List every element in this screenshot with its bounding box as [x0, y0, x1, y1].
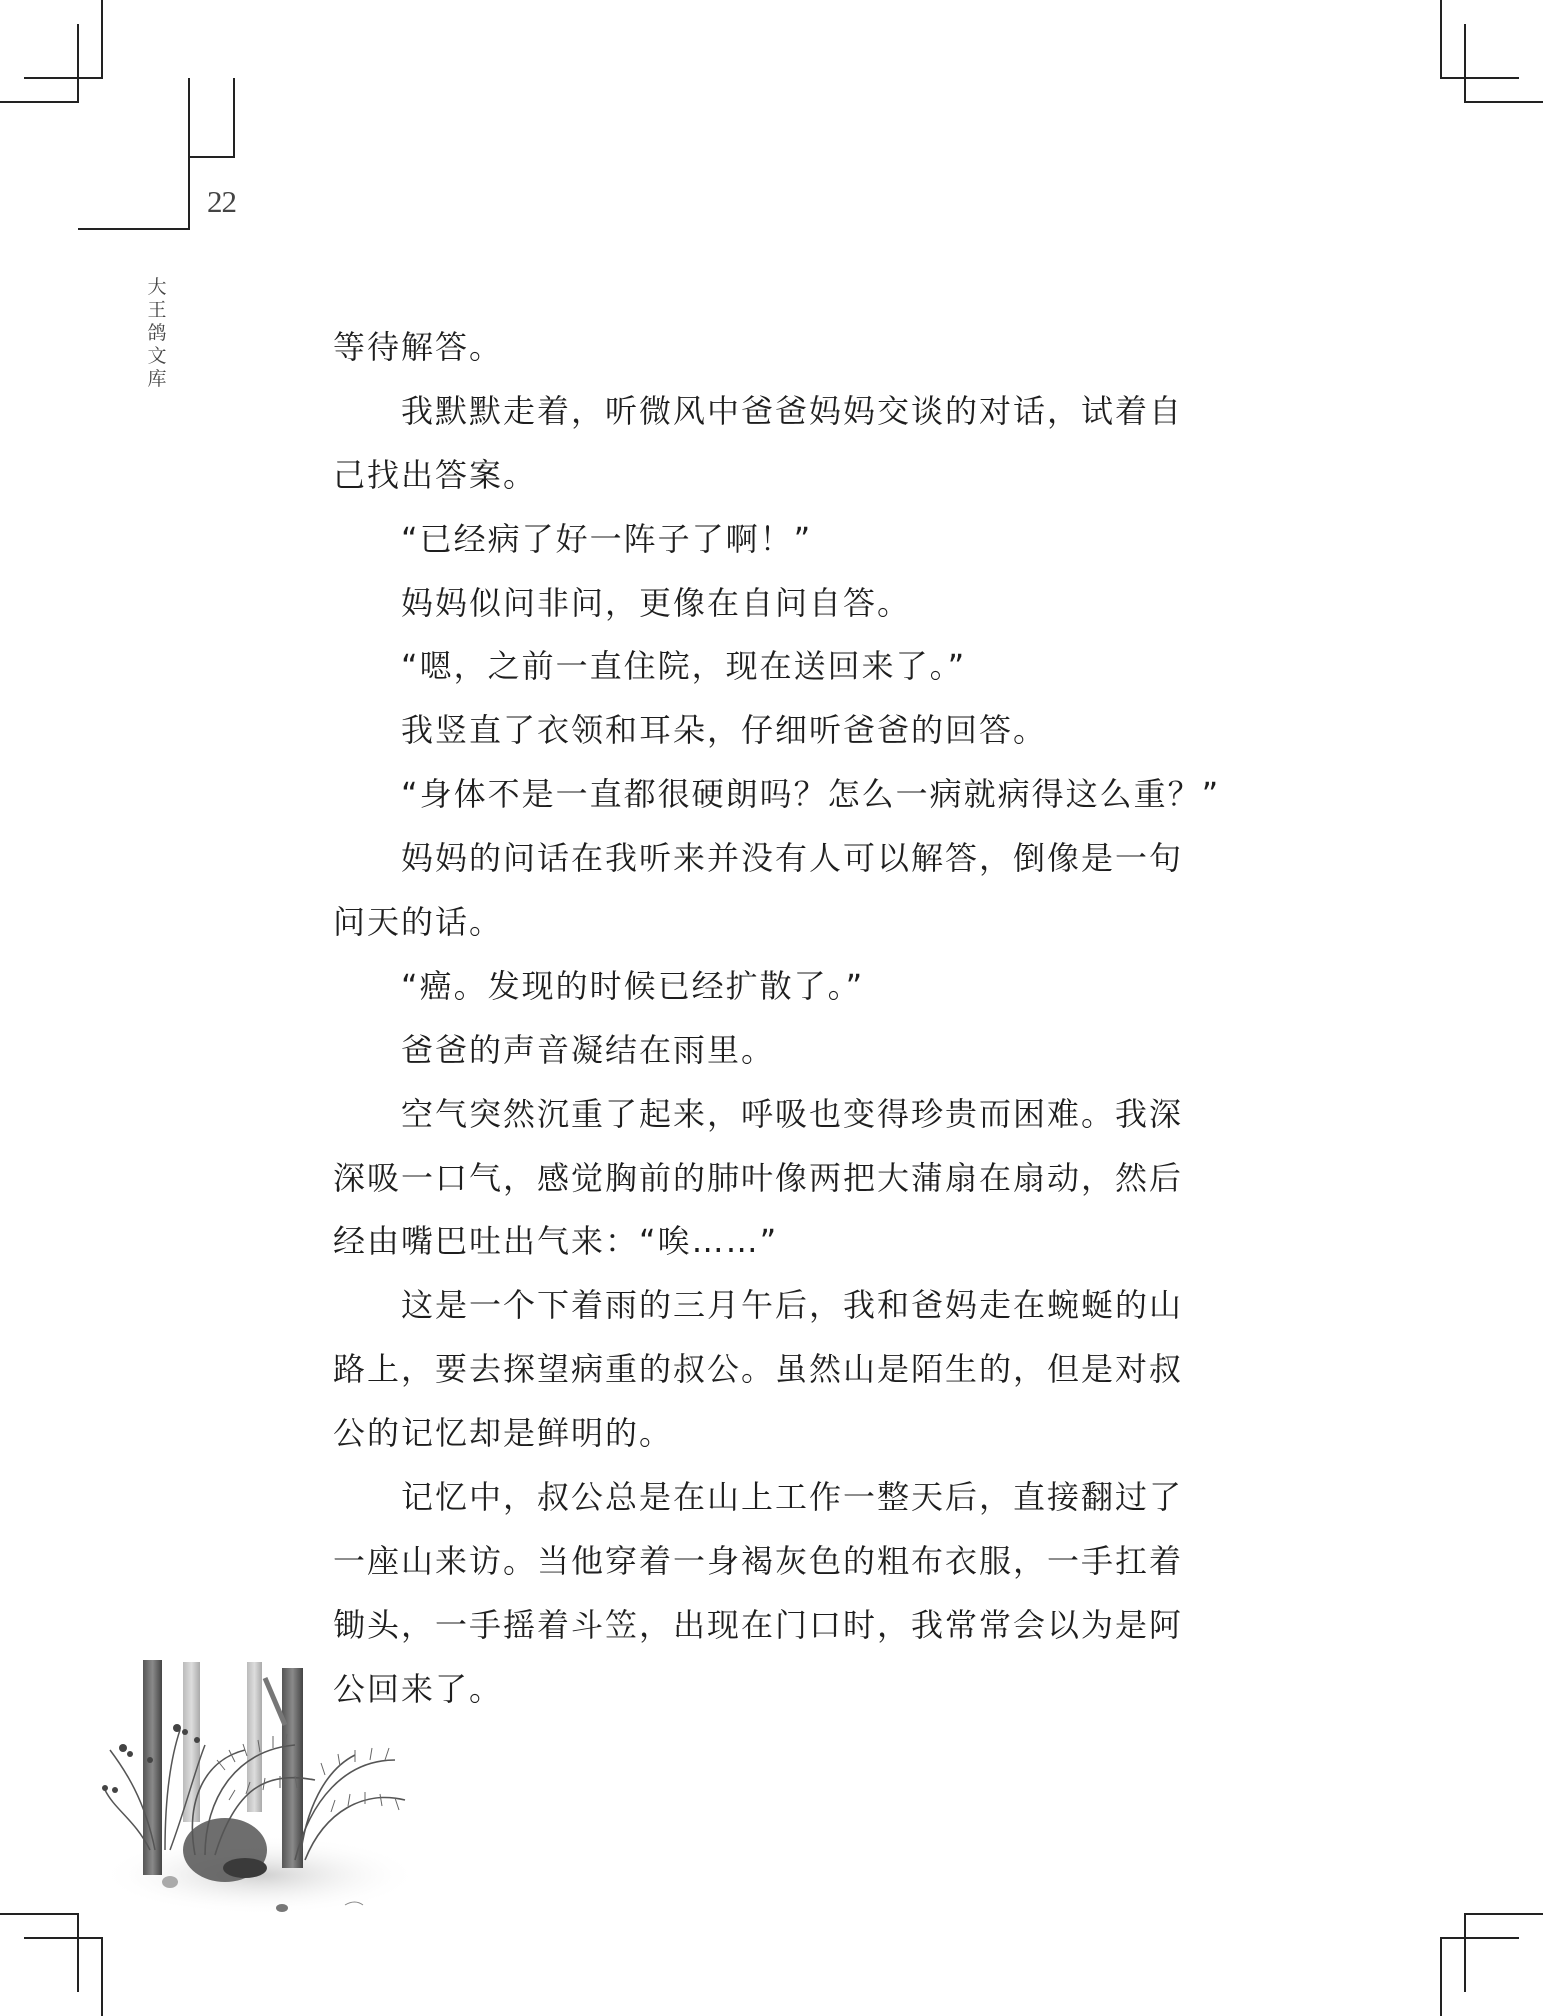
text-line: 这是一个下着雨的三月午后，我和爸妈走在蜿蜒的山: [401, 1286, 1184, 1325]
text-line: 一座山来访。当他穿着一身褐灰色的粗布衣服，一手扛着: [333, 1541, 1184, 1580]
forest-illustration: [95, 1650, 425, 1920]
crop-mark: [77, 24, 79, 103]
crop-mark: [1440, 0, 1442, 79]
page-frame-rule: [188, 78, 190, 230]
body-text: [333, 323, 1221, 1729]
crop-mark: [1440, 77, 1519, 79]
crop-mark: [24, 1937, 103, 1939]
page-number: 22: [207, 184, 236, 219]
text-line: 路上，要去探望病重的叔公。虽然山是陌生的，但是对叔: [333, 1350, 1184, 1389]
text-line: 深吸一口气，感觉胸前的肺叶像两把大蒲扇在扇动，然后: [333, 1158, 1184, 1197]
text-line: “嗯，之前一直住院，现在送回来了。”: [401, 647, 967, 686]
text-line: 公的记忆却是鲜明的。: [333, 1414, 674, 1453]
crop-mark: [1464, 1913, 1543, 1915]
text-line: 记忆中，叔公总是在山上工作一整天后，直接翻过了: [401, 1478, 1184, 1517]
text-line: 己找出答案。: [333, 455, 538, 494]
crop-mark: [1440, 1937, 1519, 1939]
series-title: 大王鸽文库: [147, 276, 167, 390]
text-line: 公回来了。: [333, 1669, 504, 1708]
text-line: 经由嘴巴吐出气来：“唉……”: [333, 1222, 779, 1261]
crop-mark: [101, 0, 103, 79]
text-line: “已经病了好一阵子了啊！”: [401, 519, 813, 558]
text-line: 我竖直了衣领和耳朵，仔细听爸爸的回答。: [401, 711, 1048, 750]
crop-mark: [1464, 1913, 1466, 1992]
text-line: 锄头，一手摇着斗笠，出现在门口时，我常常会以为是阿: [333, 1605, 1184, 1644]
page-frame-rule: [188, 156, 235, 158]
text-line: 妈妈的问话在我听来并没有人可以解答，倒像是一句: [401, 839, 1184, 878]
text-line: 等待解答。: [333, 328, 504, 366]
text-line: 爸爸的声音凝结在雨里。: [401, 1030, 776, 1069]
crop-mark: [24, 77, 103, 79]
crop-mark: [1464, 101, 1543, 103]
text-line: 问天的话。: [333, 903, 504, 942]
crop-mark: [1440, 1937, 1442, 2016]
text-line: “身体不是一直都很硬朗吗？怎么一病就病得这么重？”: [401, 775, 1221, 814]
crop-mark: [77, 1913, 79, 1992]
text-line: “癌。发现的时候已经扩散了。”: [401, 966, 865, 1005]
crop-mark: [0, 101, 79, 103]
text-line: 妈妈似问非问，更像在自问自答。: [401, 583, 912, 622]
text-line: 空气突然沉重了起来，呼吸也变得珍贵而困难。我深: [401, 1094, 1184, 1133]
crop-mark: [1464, 24, 1466, 103]
text-line: 我默默走着，听微风中爸爸妈妈交谈的对话，试着自: [401, 391, 1184, 430]
crop-mark: [0, 1913, 79, 1915]
page-frame-rule: [78, 228, 189, 230]
crop-mark: [101, 1937, 103, 2016]
page-frame-rule: [233, 78, 235, 158]
